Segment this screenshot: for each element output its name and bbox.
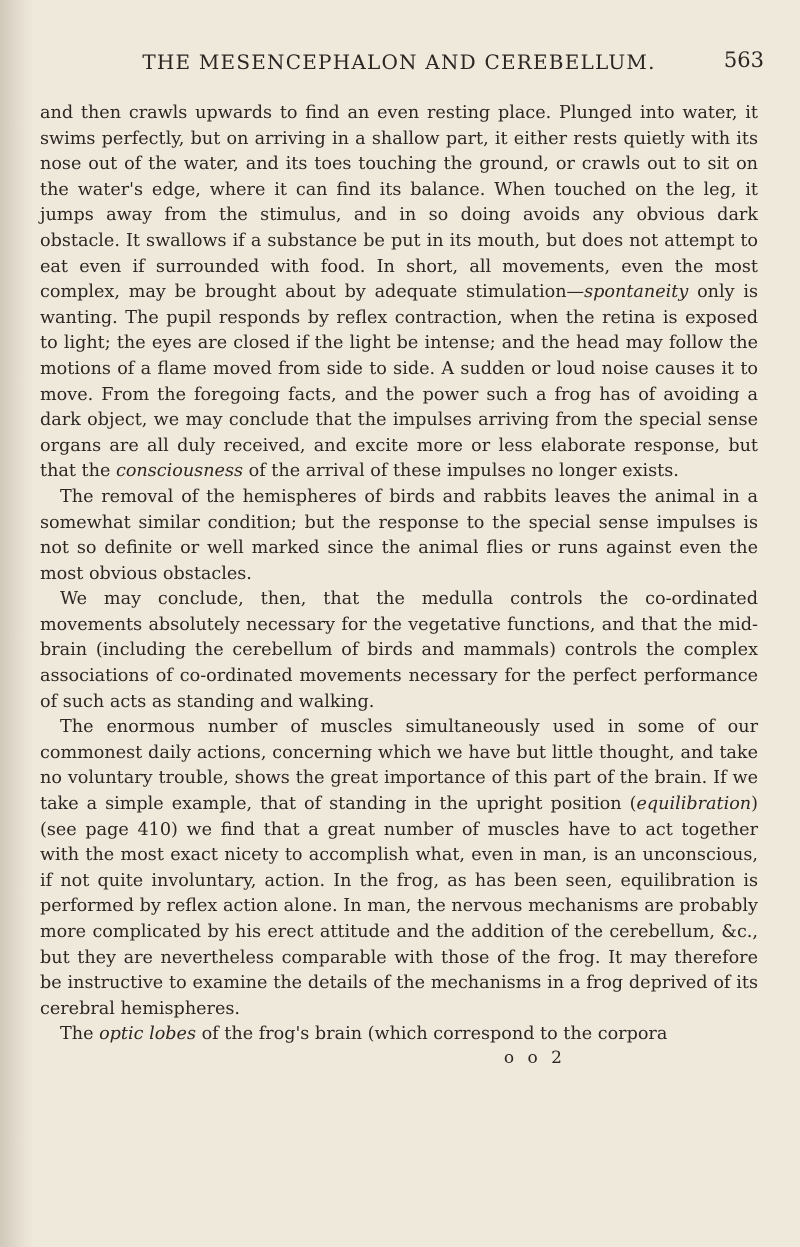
italic-term: equilibration: [636, 794, 752, 815]
page-number: 563: [723, 48, 764, 72]
text-run: The removal of the hemispheres of birds and rabbits leaves the animal in a somewhat similar condition; but the response to the special sense impulses is not so definite or well marked since the animal flies or runs against even the most obvious obstacles.: [40, 486, 758, 584]
text-run: of the arrival of these impulses no longer exists.: [243, 461, 679, 482]
text-run: ) (see page 410) we find that a great number of muscles have to act together with the most exact nicety to accomplish what, even in man, is an unconscious, if not quite involuntary, action. In the frog, as has been seen, equilibration is performed by reflex action alone. In man, the nervous mechanisms are probably more complicated by his erect attitude and the addition of the cerebellum, &c., but they are nevertheless comparable with those of the frog. It may therefore be instructive to examine the details of the mechanisms in a frog deprived of its cerebral hemispheres.: [40, 794, 758, 1019]
text-run: The: [60, 1024, 100, 1045]
paragraph-2: [40, 485, 758, 587]
text-run: We may conclude, then, that the medulla controls the co-ordinated movements absolutely necessary for the vegetative functions, and that the mid-brain (including the cerebellum of birds and mammals) controls the complex associations of co-ordinated movements necessary for the perfect performance of such acts as standing and walking.: [40, 589, 758, 712]
running-head-title: THE MESENCEPHALON AND CEREBELLUM.: [142, 50, 656, 74]
paragraph-4: [40, 715, 758, 1022]
italic-term: spontaneity: [584, 282, 689, 303]
binding-shadow: [0, 0, 34, 1247]
running-head: [40, 12, 764, 74]
book-page: [40, 12, 764, 1070]
italic-term: consciousness: [115, 461, 244, 482]
body-text: [40, 101, 758, 1048]
signature-mark: o o 2: [503, 1047, 566, 1068]
paragraph-1: [40, 101, 758, 485]
text-run: only is wanting. The pupil responds by reflex contraction, when the retina is exposed to light; the eyes are closed if the light be intense; and the head may follow the motions of a flame moved from side to side. A sudden or loud noise causes it to move. From the foregoing facts, and the power such a frog has of avoiding a dark object, we may conclude that the impulses arriving from the special sense organs are all duly received, and excite more or less elaborate response, but that the: [40, 282, 758, 482]
text-run: of the frog's brain (which correspond to the corpora: [196, 1024, 668, 1045]
paragraph-5: [40, 1022, 758, 1048]
paragraph-3: [40, 587, 758, 715]
text-run: The enormous number of muscles simultaneously used in some of our commonest daily actions, concerning which we have but little thought, and take no voluntary trouble, shows the great importance of this part of the brain. If we take a simple example, that of standing in the upright position (: [40, 717, 758, 815]
text-run: and then crawls upwards to find an even resting place. Plunged into water, it swims perfectly, but on arriving in a shallow part, it either rests quietly with its nose out of the water, and its toes touching the ground, or crawls out to sit on the water's edge, where it can find its balance. When touched on the leg, it jumps away from the stimulus, and in so doing avoids any obvious dark obstacle. It swallows if a substance be put in its mouth, but does not attempt to eat even if surrounded with food. In short, all movements, even the most complex, may be brought about by adequate stimulation—: [40, 103, 758, 303]
italic-term: optic lobes: [99, 1024, 196, 1045]
